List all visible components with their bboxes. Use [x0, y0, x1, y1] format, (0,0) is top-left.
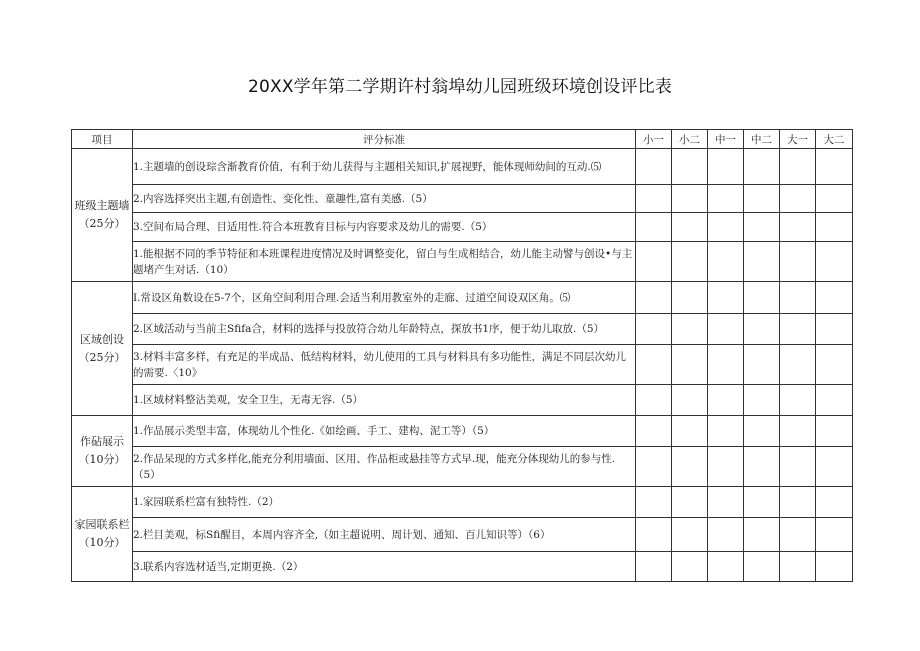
score-cell[interactable]: [744, 314, 780, 345]
header-class: 中二: [744, 130, 780, 149]
score-cell[interactable]: [744, 149, 780, 185]
score-cell[interactable]: [780, 314, 816, 345]
table-row: [72, 447, 853, 487]
score-cell[interactable]: [816, 385, 853, 416]
score-cell[interactable]: [744, 213, 780, 242]
score-cell[interactable]: [672, 487, 708, 518]
score-cell[interactable]: [636, 385, 672, 416]
table-row: [72, 385, 853, 416]
score-cell[interactable]: [672, 185, 708, 213]
score-cell[interactable]: [816, 185, 853, 213]
criterion-cell: 1.家园联系栏富有独特性.（2）: [133, 487, 636, 518]
score-cell[interactable]: [708, 282, 744, 314]
score-cell[interactable]: [672, 242, 708, 282]
score-cell[interactable]: [636, 282, 672, 314]
score-cell[interactable]: [708, 345, 744, 385]
score-cell[interactable]: [672, 345, 708, 385]
score-cell[interactable]: [672, 282, 708, 314]
score-cell[interactable]: [708, 552, 744, 582]
category-points: （10分）: [78, 536, 126, 549]
score-cell[interactable]: [744, 447, 780, 487]
score-cell[interactable]: [816, 149, 853, 185]
score-cell[interactable]: [672, 416, 708, 447]
score-cell[interactable]: [744, 345, 780, 385]
score-cell[interactable]: [744, 487, 780, 518]
score-cell[interactable]: [744, 552, 780, 582]
header-item: 项目: [72, 130, 133, 149]
category-name: 作砧展示: [80, 435, 124, 448]
header-class: 小一: [636, 130, 672, 149]
table-row: [72, 282, 853, 314]
category-cell: [72, 282, 133, 416]
score-cell[interactable]: [744, 416, 780, 447]
criterion-cell: 1.主题墙的创设琮含渐教育价值，有利于幼儿获得与主题相关知识,扩展视野，能体现师幼间的互动.⑸: [133, 149, 636, 185]
score-cell[interactable]: [744, 518, 780, 552]
score-cell[interactable]: [636, 416, 672, 447]
table-row: [72, 487, 853, 518]
table-row: [72, 416, 853, 447]
score-cell[interactable]: [780, 416, 816, 447]
score-cell[interactable]: [780, 552, 816, 582]
category-name: 家园联系栏: [74, 518, 130, 531]
score-cell[interactable]: [816, 518, 853, 552]
category-points: （10分）: [78, 453, 126, 466]
score-cell[interactable]: [816, 416, 853, 447]
score-cell[interactable]: [708, 385, 744, 416]
score-cell[interactable]: [780, 185, 816, 213]
score-cell[interactable]: [744, 282, 780, 314]
table-row: [72, 213, 853, 242]
score-cell[interactable]: [672, 447, 708, 487]
header-class: 小二: [672, 130, 708, 149]
score-cell[interactable]: [816, 345, 853, 385]
score-cell[interactable]: [672, 385, 708, 416]
score-cell[interactable]: [816, 552, 853, 582]
score-cell[interactable]: [708, 213, 744, 242]
score-cell[interactable]: [780, 518, 816, 552]
criterion-cell: 2.内容选择突出主题,有创造性、变化性、童趣性,富有美感.（5）: [133, 185, 636, 213]
evaluation-table: [71, 129, 853, 582]
score-cell[interactable]: [708, 487, 744, 518]
score-cell[interactable]: [672, 149, 708, 185]
score-cell[interactable]: [708, 416, 744, 447]
criterion-cell: 2.栏目美观，标Sfi醒目，本周内容齐全,（如主超说明、周计划、通知、百儿知识等）（6）: [133, 518, 636, 552]
score-cell[interactable]: [780, 242, 816, 282]
score-cell[interactable]: [780, 487, 816, 518]
criterion-cell: 3.材料丰富多样，有充足的半成品、低结构材料，幼儿使用的工具与材料具有多功能性，满足不同层次幼儿的需要.〈10》: [133, 345, 636, 385]
table-row: [72, 518, 853, 552]
header-row: [72, 130, 853, 149]
category-cell: [72, 487, 133, 582]
table-row: [72, 552, 853, 582]
score-cell[interactable]: [780, 213, 816, 242]
score-cell[interactable]: [780, 385, 816, 416]
score-cell[interactable]: [708, 518, 744, 552]
header-class: 中一: [708, 130, 744, 149]
score-cell[interactable]: [780, 282, 816, 314]
criterion-cell: 1.能根据不同的季节特征和本班课程进度情况及时调整变化，留白与生成相结合，幼儿能主动譬与创设•与主题堵产生对话.（10）: [133, 242, 636, 282]
score-cell[interactable]: [636, 447, 672, 487]
header-class: 大二: [816, 130, 853, 149]
table-row: [72, 242, 853, 282]
score-cell[interactable]: [636, 185, 672, 213]
score-cell[interactable]: [708, 447, 744, 487]
criterion-cell: 3.联系内容选材适当,定期更换.（2）: [133, 552, 636, 582]
category-points: （25分）: [78, 217, 126, 230]
criterion-cell: 3.空间布局合理、目适用性.符合本班教育目标与内容要求及幼儿的需要.（5）: [133, 213, 636, 242]
score-cell[interactable]: [636, 213, 672, 242]
table-row: [72, 345, 853, 385]
score-cell[interactable]: [816, 282, 853, 314]
score-cell[interactable]: [636, 518, 672, 552]
score-cell[interactable]: [744, 185, 780, 213]
score-cell[interactable]: [708, 242, 744, 282]
score-cell[interactable]: [672, 314, 708, 345]
criterion-cell: I.常设区角数设在5-7个，区角空间利用合理.会适当利用教室外的走廊、过道空间设双区角。⑸: [133, 282, 636, 314]
header-class: 大一: [780, 130, 816, 149]
category-name: 班级主题墙: [74, 199, 130, 212]
score-cell[interactable]: [816, 447, 853, 487]
score-cell[interactable]: [816, 487, 853, 518]
score-cell[interactable]: [708, 149, 744, 185]
score-cell[interactable]: [816, 314, 853, 345]
score-cell[interactable]: [636, 487, 672, 518]
score-cell[interactable]: [816, 213, 853, 242]
page-title: 20XX学年第二学期许村翁埠幼儿园班级环境创设评比表: [247, 77, 673, 97]
header-criteria: 评分标准: [133, 130, 636, 149]
score-cell[interactable]: [636, 242, 672, 282]
criterion-cell: 2.作品呆现的方式多样化,能充分利用墙面、区用、作品柜或悬挂等方式早.现，能充分体现幼儿的参与性.（5）: [133, 447, 636, 487]
criterion-cell: 2.区域活动与当前主Sfifa合，材料的选择与投放符合幼儿年龄特点，探放书1序，便于幼儿取放.（5）: [133, 314, 636, 345]
score-cell[interactable]: [744, 242, 780, 282]
score-cell[interactable]: [744, 385, 780, 416]
score-cell[interactable]: [636, 149, 672, 185]
category-cell: [72, 416, 133, 487]
table-row: [72, 185, 853, 213]
score-cell[interactable]: [672, 552, 708, 582]
table-row: [72, 314, 853, 345]
score-cell[interactable]: [780, 345, 816, 385]
score-cell[interactable]: [672, 213, 708, 242]
category-points: （25分）: [78, 350, 126, 364]
score-cell[interactable]: [708, 314, 744, 345]
score-cell[interactable]: [708, 185, 744, 213]
score-cell[interactable]: [636, 345, 672, 385]
score-cell[interactable]: [780, 149, 816, 185]
score-cell[interactable]: [780, 447, 816, 487]
table-row: [72, 149, 853, 185]
score-cell[interactable]: [816, 242, 853, 282]
score-cell[interactable]: [636, 552, 672, 582]
category-cell: [72, 149, 133, 282]
criterion-cell: 1.区域材料整沾美观，安全卫生，无毒无容.（5）: [133, 385, 636, 416]
score-cell[interactable]: [636, 314, 672, 345]
criterion-cell: 1.作品展示类型丰富，体现幼儿个性化.《如绘画、手工、建构、泥工等）（5）: [133, 416, 636, 447]
score-cell[interactable]: [672, 518, 708, 552]
category-name: 区域创设: [80, 332, 124, 346]
